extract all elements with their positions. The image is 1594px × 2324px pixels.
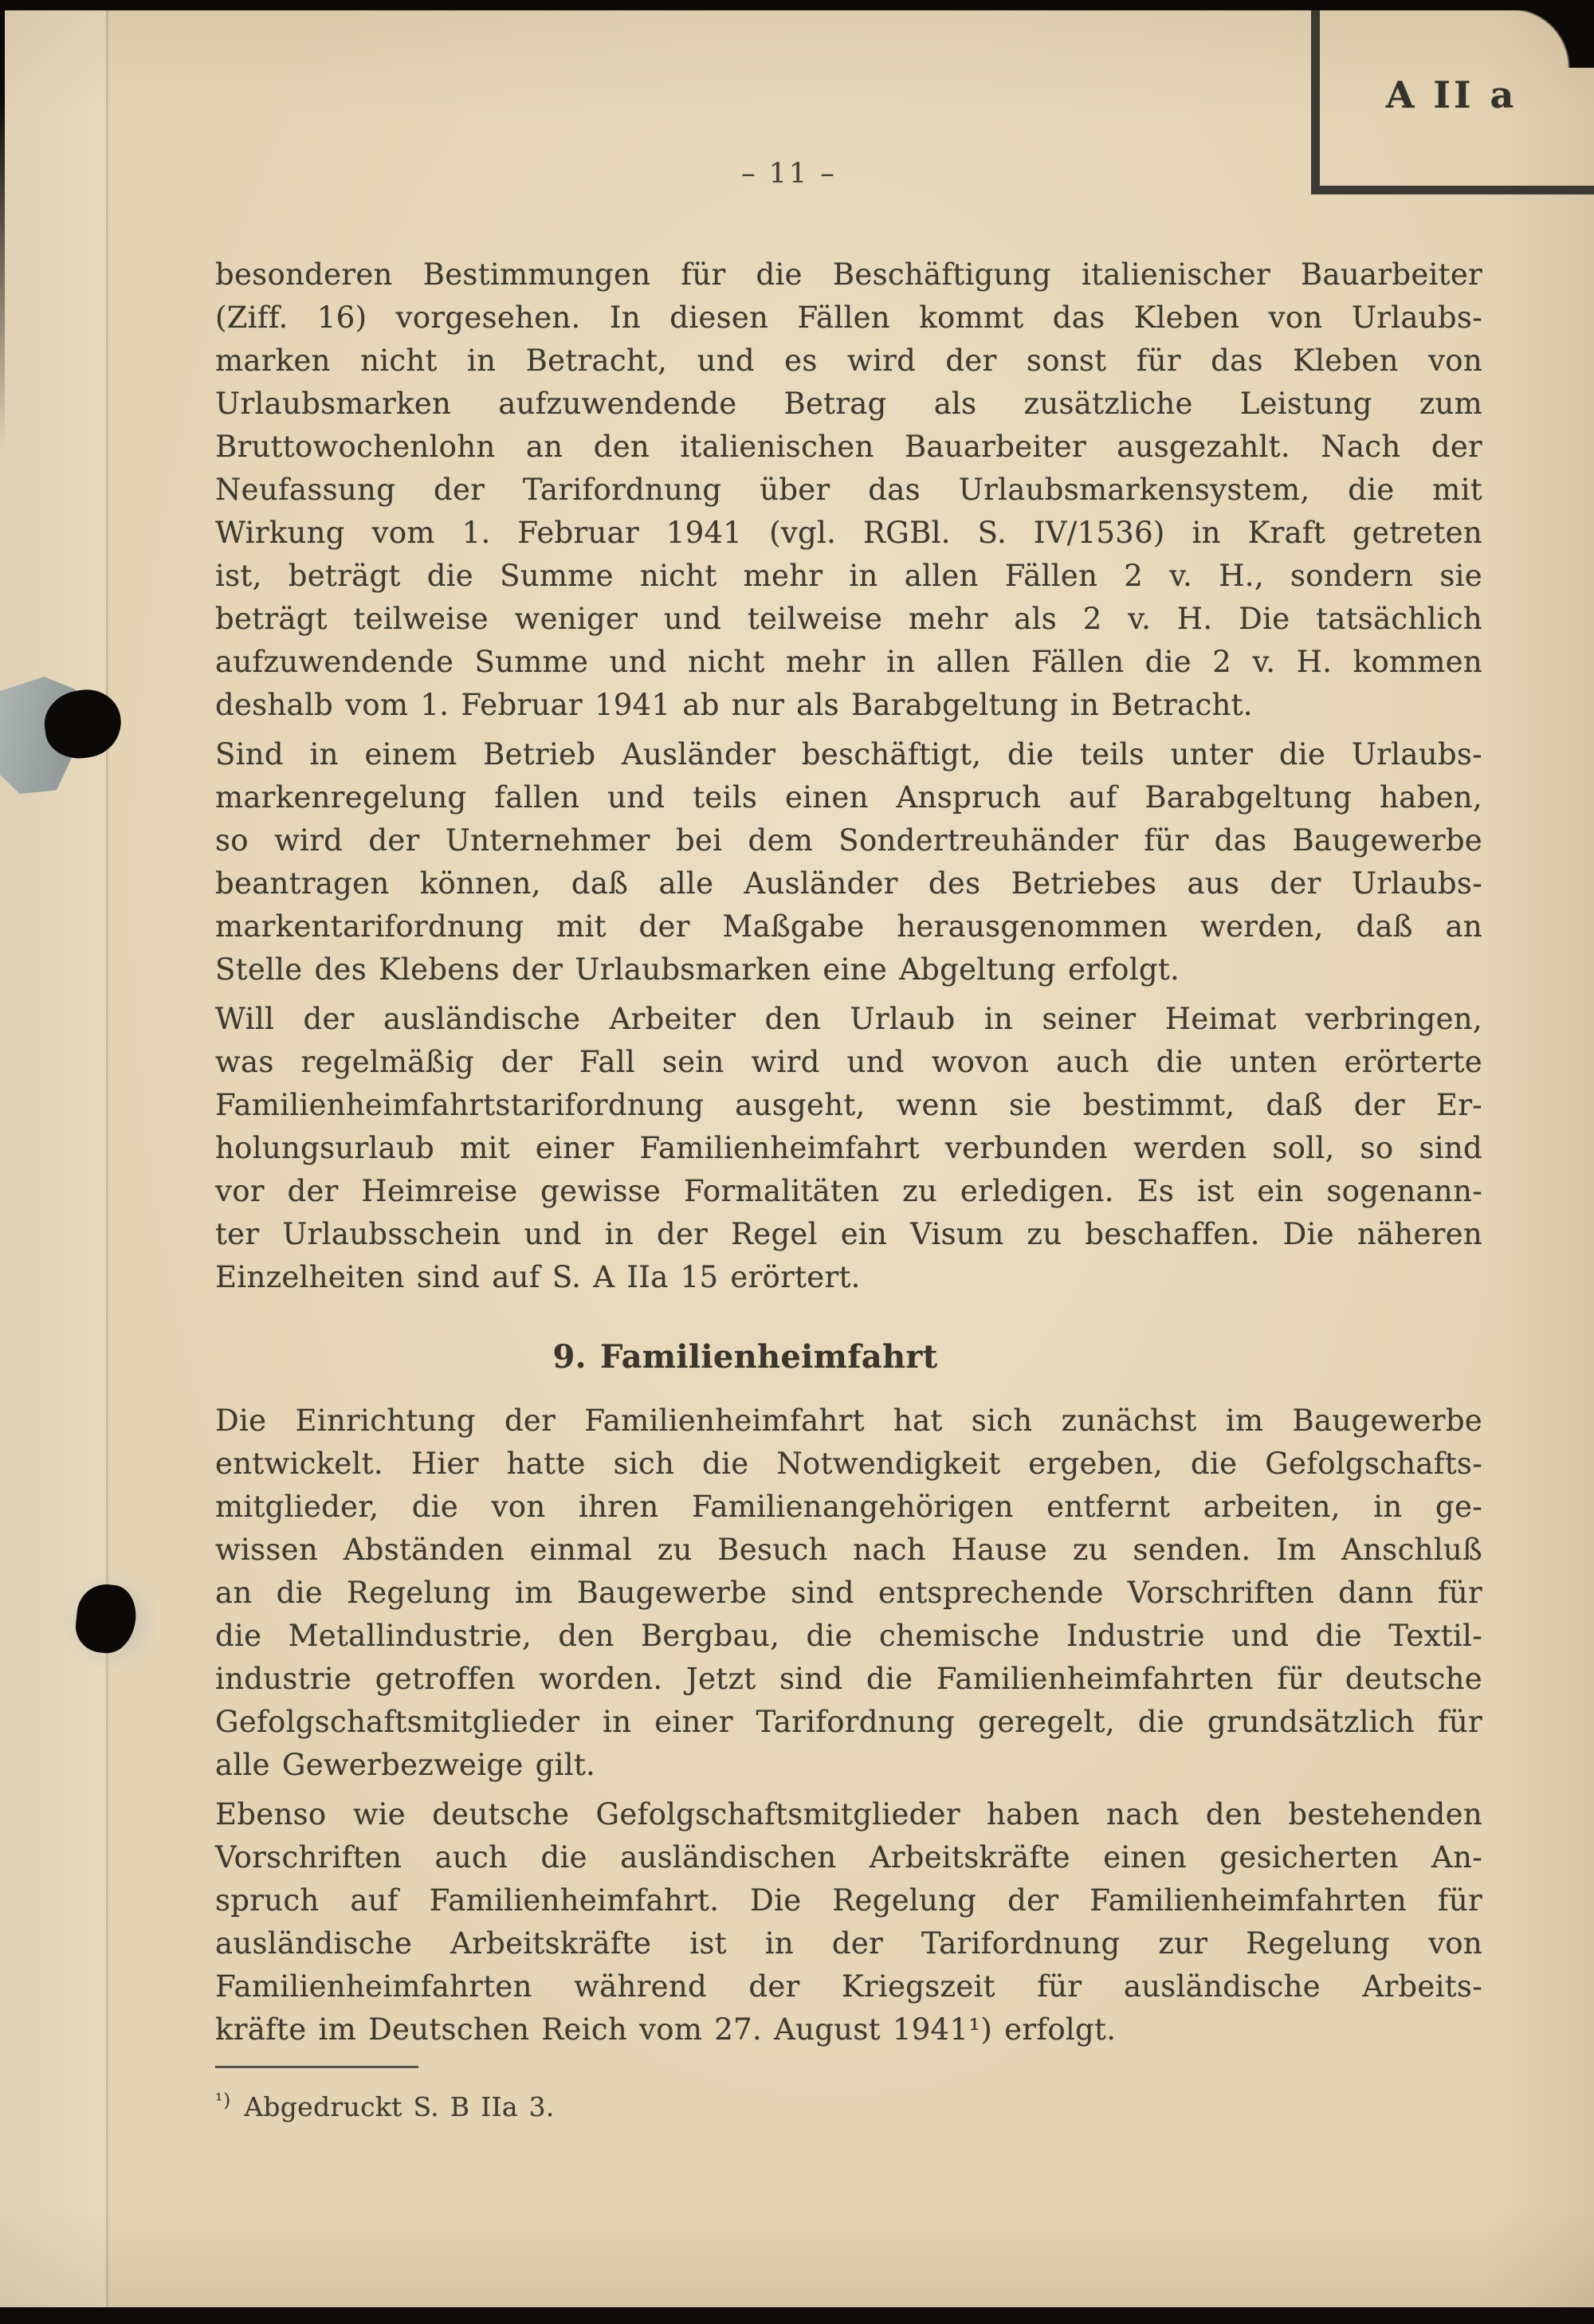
text-line: ist, beträgt die Summe nicht mehr in allen Fällen 2 v. H., sondern sie: [215, 559, 1482, 593]
text-line: deshalb vom 1. Februar 1941 ab nur als Barabgeltung in Betracht.: [215, 688, 1253, 722]
text-line: markentarifordnung mit der Maßgabe herausgenommen werden, daß an: [215, 909, 1482, 944]
text-line: markenregelung fallen und teils einen Anspruch auf Barabgeltung haben,: [215, 780, 1482, 815]
text-line: Urlaubsmarken aufzuwendende Betrag als zusätzliche Leistung zum: [215, 387, 1482, 421]
text-line: Gefolgschaftsmitglieder in einer Tarifordnung geregelt, die grundsätzlich für: [215, 1705, 1482, 1739]
footnote: [215, 2079, 1482, 2129]
corner-tab-border-bottom: [1311, 186, 1594, 194]
text-line: die Metallindustrie, den Bergbau, die chemische Industrie und die Textil-: [215, 1619, 1482, 1653]
text-line: was regelmäßig der Fall sein wird und wovon auch die unten erörterte: [215, 1045, 1482, 1079]
paragraph: [215, 253, 1482, 727]
text-line: an die Regelung im Baugewerbe sind entsprechende Vorschriften dann für: [215, 1576, 1482, 1610]
footnote-text: Abgedruckt S. B IIa 3.: [244, 2091, 555, 2122]
text-line: kräfte im Deutschen Reich vom 27. August 1941¹) erfolgt.: [215, 2012, 1117, 2047]
scan-edge-top: [0, 0, 1594, 10]
footnote-marker: ¹): [215, 2090, 232, 2111]
text-line: Wirkung vom 1. Februar 1941 (vgl. RGBl. S. IV/1536) in Kraft getreten: [215, 516, 1482, 550]
text-line: holungsurlaub mit einer Familienheimfahrt verbunden werden soll, so sind: [215, 1131, 1482, 1165]
text-line: Will der ausländische Arbeiter den Urlaub in seiner Heimat verbringen,: [215, 1002, 1482, 1036]
text-line: marken nicht in Betracht, und es wird der sonst für das Kleben von: [215, 343, 1482, 378]
text-line: Familienheimfahrtstarifordnung ausgeht, wenn sie bestimmt, daß der Er-: [215, 1088, 1482, 1122]
text-line: Ebenso wie deutsche Gefolgschaftsmitglieder haben nach den bestehenden: [215, 1797, 1482, 1831]
page-number: – 11 –: [741, 158, 837, 190]
text-line: Bruttowochenlohn an den italienischen Bauarbeiter ausgezahlt. Nach der: [215, 430, 1482, 464]
text-line: Einzelheiten sind auf S. A IIa 15 erörtert.: [215, 1260, 861, 1294]
text-line: Familienheimfahrten während der Kriegszeit für ausländische Arbeits-: [215, 1969, 1482, 2004]
text-line: alle Gewerbezweige gilt.: [215, 1748, 596, 1782]
footnote-rule: [215, 2066, 418, 2068]
text-line: aufzuwendende Summe und nicht mehr in allen Fällen die 2 v. H. kommen: [215, 645, 1482, 679]
page-crease-line: [106, 0, 109, 2324]
scan-edge-left: [0, 0, 5, 446]
text-line: besonderen Bestimmungen für die Beschäftigung italienischer Bauarbeiter: [215, 257, 1482, 292]
section-heading: 9. Familienheimfahrt: [552, 1338, 938, 1376]
page-fold-band: [0, 0, 106, 2324]
text-line: so wird der Unternehmer bei dem Sondertreuhänder für das Baugewerbe: [215, 823, 1482, 858]
text-line: Stelle des Klebens der Urlaubsmarken eine Abgeltung erfolgt.: [215, 952, 1180, 987]
page-body: [215, 253, 1482, 2129]
paragraph: [215, 733, 1482, 991]
text-line: Vorschriften auch die ausländischen Arbeitskräfte einen gesicherten An-: [215, 1840, 1482, 1875]
text-line: Die Einrichtung der Familienheimfahrt hat sich zunächst im Baugewerbe: [215, 1403, 1482, 1438]
text-line: beantragen können, daß alle Ausländer des Betriebes aus der Urlaubs-: [215, 866, 1482, 901]
text-line: ausländische Arbeitskräfte ist in der Tarifordnung zur Regelung von: [215, 1926, 1482, 1961]
paragraph: [215, 1400, 1482, 1787]
text-line: mitglieder, die von ihren Familienangehörigen entfernt arbeiten, in ge-: [215, 1490, 1482, 1524]
scan-edge-bottom: [0, 2307, 1594, 2324]
paragraph: [215, 998, 1482, 1299]
paragraph: [215, 1793, 1482, 2051]
text-line: vor der Heimreise gewisse Formalitäten zu erledigen. Es ist ein sogenann-: [215, 1174, 1482, 1208]
text-line: ter Urlaubsschein und in der Regel ein Visum zu beschaffen. Die näheren: [215, 1217, 1482, 1251]
text-line: (Ziff. 16) vorgesehen. In diesen Fällen kommt das Kleben von Urlaubs-: [215, 300, 1482, 335]
text-line: beträgt teilweise weniger und teilweise mehr als 2 v. H. Die tatsächlich: [215, 602, 1482, 636]
text-line: entwickelt. Hier hatte sich die Notwendigkeit ergeben, die Gefolgschafts-: [215, 1447, 1482, 1481]
corner-tab-border-left: [1311, 10, 1320, 194]
scan-corner-top-right: [1510, 0, 1594, 68]
text-line: Sind in einem Betrieb Ausländer beschäftigt, die teils unter die Urlaubs-: [215, 737, 1482, 771]
corner-tab-label: A II a: [1385, 73, 1517, 116]
text-line: wissen Abständen einmal zu Besuch nach Hause zu senden. Im Anschluß: [215, 1533, 1482, 1567]
text-line: industrie getroffen worden. Jetzt sind die Familienheimfahrten für deutsche: [215, 1662, 1482, 1696]
text-line: spruch auf Familienheimfahrt. Die Regelung der Familienheimfahrten für: [215, 1883, 1482, 1918]
text-line: Neufassung der Tarifordnung über das Urlaubsmarkensystem, die mit: [215, 473, 1482, 507]
